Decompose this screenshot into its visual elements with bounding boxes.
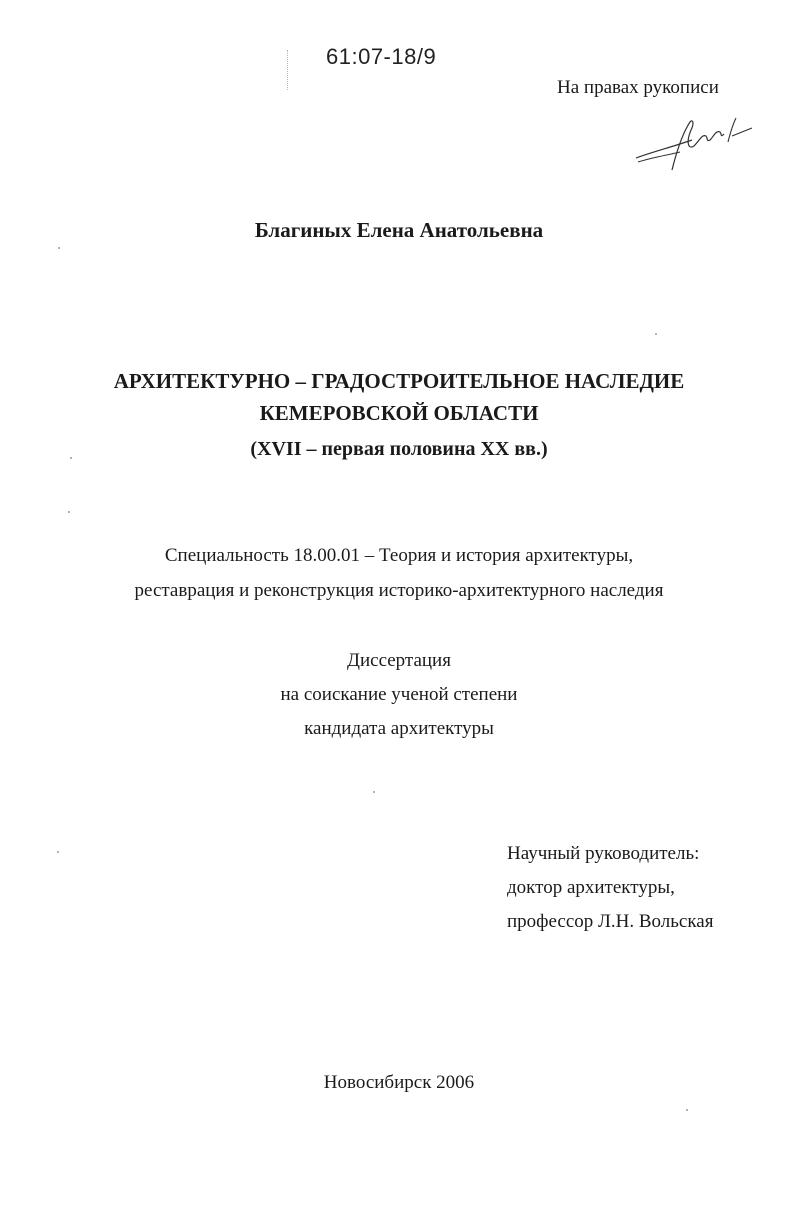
archive-stamp: 61:07-18/9 (326, 44, 437, 69)
scan-speck (68, 511, 70, 513)
degree-purpose: на соискание ученой степени (280, 684, 518, 705)
supervisor-name: профессор Л.Н. Вольская (507, 911, 714, 932)
scan-speck (58, 247, 60, 249)
scan-artifact-dots (287, 50, 289, 90)
scan-speck (655, 333, 657, 335)
title-period: (XVII – первая половина XX вв.) (250, 438, 548, 460)
author-name: Благиных Елена Анатольевна (254, 218, 544, 242)
scan-speck (373, 791, 375, 793)
scan-speck (70, 457, 72, 459)
supervisor-degree: доктор архитектуры, (507, 877, 675, 898)
degree-name: кандидата архитектуры (304, 718, 494, 739)
scan-speck (57, 851, 59, 853)
dissertation-label: Диссертация (347, 650, 451, 671)
specialty-line-2: реставрация и реконструкция историко-архитектурного наследия (134, 580, 664, 601)
title-line-1: АРХИТЕКТУРНО – ГРАДОСТРОИТЕЛЬНОЕ НАСЛЕДИЕ (113, 369, 685, 393)
manuscript-rights-note: На правах рукописи (557, 77, 719, 98)
signature-icon (628, 112, 754, 174)
supervisor-label: Научный руководитель: (507, 843, 700, 864)
city-and-year: Новосибирск 2006 (323, 1072, 475, 1093)
specialty-line-1: Специальность 18.00.01 – Теория и история архитектуры, (164, 545, 634, 566)
title-line-2: КЕМЕРОВСКОЙ ОБЛАСТИ (259, 401, 539, 425)
scan-speck (686, 1109, 688, 1111)
